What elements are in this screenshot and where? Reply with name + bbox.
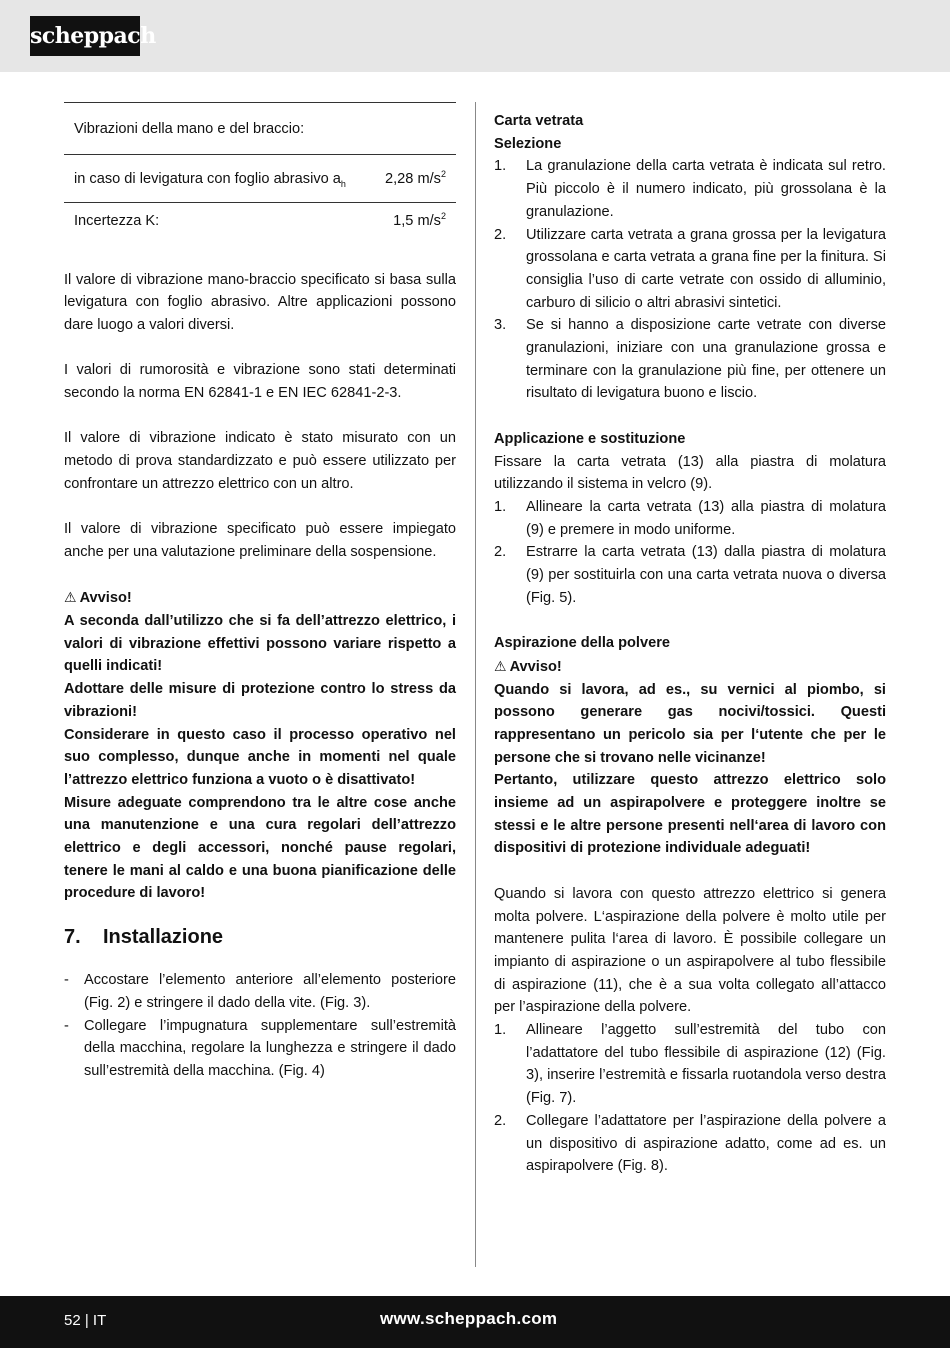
scheppach-logo: scheppach [30,16,140,56]
paragraph: Quando si lavora con questo attrezzo elettrico si genera molta polvere. L‘aspirazione della polvere è molto utile per mantenere pulita l‘area di lavoro. È possibile collegare un impianto di aspirazione o un aspirapolvere al tubo flessibile di aspirazione (11), che è a sua volta collegato all’attacco per l’aspirazione della polvere. [494,885,886,1016]
paragraph: Fissare la carta vetrata (13) alla piastra di molatura utilizzando il sistema in velcro (9). [494,453,886,493]
table-title: Vibrazioni della mano e del braccio: [74,120,305,137]
table-cell-value: 2,28 $m/s^2$ [385,168,446,187]
paragraph: Il valore di vibrazione indicato è stato misurato con un metodo di prova standardizzato e può essere utilizzato per confrontare un attrezzo elettrico con un altro. [64,430,456,492]
paragraph: I valori di rumorosità e vibrazione sono stati determinati secondo la norma EN 62841-1 e EN IEC 62841-2-3. [64,362,456,401]
warning-text: Adottare delle misure di protezione contro lo stress da vibrazioni! [64,681,456,720]
applicazione-list [494,496,886,610]
list-item: 1. Allineare l’aggetto sull’estremità del tubo con l’adattatore del tubo flessibile di aspirazione (12) (Fig. 3), inserire l’estremità e fissarla ruotandola verso destra (Fig. 7). [494,1022,886,1107]
column-divider [475,102,476,1267]
subsection-title: Carta vetrata [494,113,584,129]
subsection-title: Aspirazione della polvere [494,635,670,652]
warning-triangle-icon: ⚠ [494,657,507,674]
page-number: 52 | IT [64,1312,107,1329]
warning-triangle-icon: ⚠ [64,589,77,606]
installation-list [64,969,456,1083]
list-item: - Collegare l’impugnatura supplementare sull’estremità della macchina, regolare la lunghezza e stringere il dado sull’estremità della macchina. (Fig. 4) [64,1017,456,1079]
section-number: 7. [64,926,81,949]
list-item: 2. Collegare l’adattatore per l’aspirazione della polvere a un dispositivo di aspirazione adatto, come ad es. un aspirapolvere (Fig. 8). [494,1112,886,1175]
warning-text: Pertanto, utilizzare questo attrezzo elettrico solo insieme ad un aspirapolvere e proteggere inoltre se stessi e le altre persone presenti nell‘area di lavoro con dispositivi di protezione individuale adeguati! [494,772,886,857]
table-row [64,203,456,237]
warning-text: Quando si lavora, ad es., su vernici al piombo, si possono generare gas nocivi/tossici. Questi rappresentano un pericolo sia per l‘utente che per le persone che si trovano nelle vicinanze! [494,681,886,766]
table-cell-label: in caso di levigatura con foglio abrasivo $a_h$ [74,170,346,189]
aspirazione-list [494,1019,886,1178]
page-footer [0,1296,950,1348]
table-cell-value: 1,5 $m/s^2$ [393,211,446,229]
page-header [0,0,950,72]
list-item: 1. La granulazione della carta vetrata è indicata sul retro. Più piccolo è il numero indicato, più grossolana è la granulazione. [494,158,886,220]
section-title: Installazione [103,926,224,949]
list-item: - Accostare l’elemento anteriore all’elemento posteriore (Fig. 2) e stringere il dado della vite. (Fig. 3). [64,972,456,1011]
section-heading [64,923,456,951]
list-item: 2. Utilizzare carta vetrata a grana grossa per la levigatura grossolana e carta vetrata a grana fine per la finitura. Si consiglia l’uso di carte vetrate con ossido di alluminio, carburo di silicio o altri abrasivi sintetici. [494,226,886,311]
list-item: 2. Estrarre la carta vetrata (13) dalla piastra di molatura (9) per sostituirla con una carta vetrata nuova o diversa (Fig. 5). [494,544,886,606]
warning-text: Considerare in questo caso il processo operativo nel suo complesso, dunque anche in momenti nel quale l’attrezzo elettrico funziona a vuoto o è disattivato! [64,726,456,788]
warning-heading: ⚠ Avviso! [494,655,886,679]
table-row [64,155,456,203]
paragraph: Il valore di vibrazione mano-braccio specificato si basa sulla levigatura con foglio abrasivo. Altre applicazioni possono dare luogo a valori diversi. [64,271,456,333]
warning-text: A seconda dall’utilizzo che si fa dell’attrezzo elettrico, i valori di vibrazione effettivi possono variare rispetto a quelli indicati! [64,612,456,675]
table-cell-label: Incertezza K: [74,213,160,229]
subsection-title: Selezione [494,135,562,152]
list-item: 1. Allineare la carta vetrata (13) alla piastra di molatura (9) e premere in modo uniforme. [494,498,886,538]
vibration-table [64,102,456,237]
warning-heading: ⚠ Avviso! [64,586,456,610]
selezione-list [494,155,886,405]
table-row [64,103,456,155]
left-column [64,102,456,1083]
website-link[interactable]: www.scheppach.com [380,1309,558,1328]
paragraph: Il valore di vibrazione specificato può essere impiegato anche per una valutazione preliminare della sospensione. [64,521,456,560]
subsection-title: Applicazione e sostituzione [494,430,686,447]
warning-text: Misure adeguate comprendono tra le altre cose anche una manutenzione e una cura regolari dell’attrezzo elettrico e degli accessori, nonché pause regolari, tenere le mani al caldo e una buona pianificazione delle procedure di lavoro! [64,794,456,902]
right-column [494,110,886,1178]
list-item: 3. Se si hanno a disposizione carte vetrate con diverse granulazioni, iniziare con una granulazione grossa e terminare con la granulazione più fine, per ottenere un risultato di levigatura buono e liscio. [494,317,886,402]
